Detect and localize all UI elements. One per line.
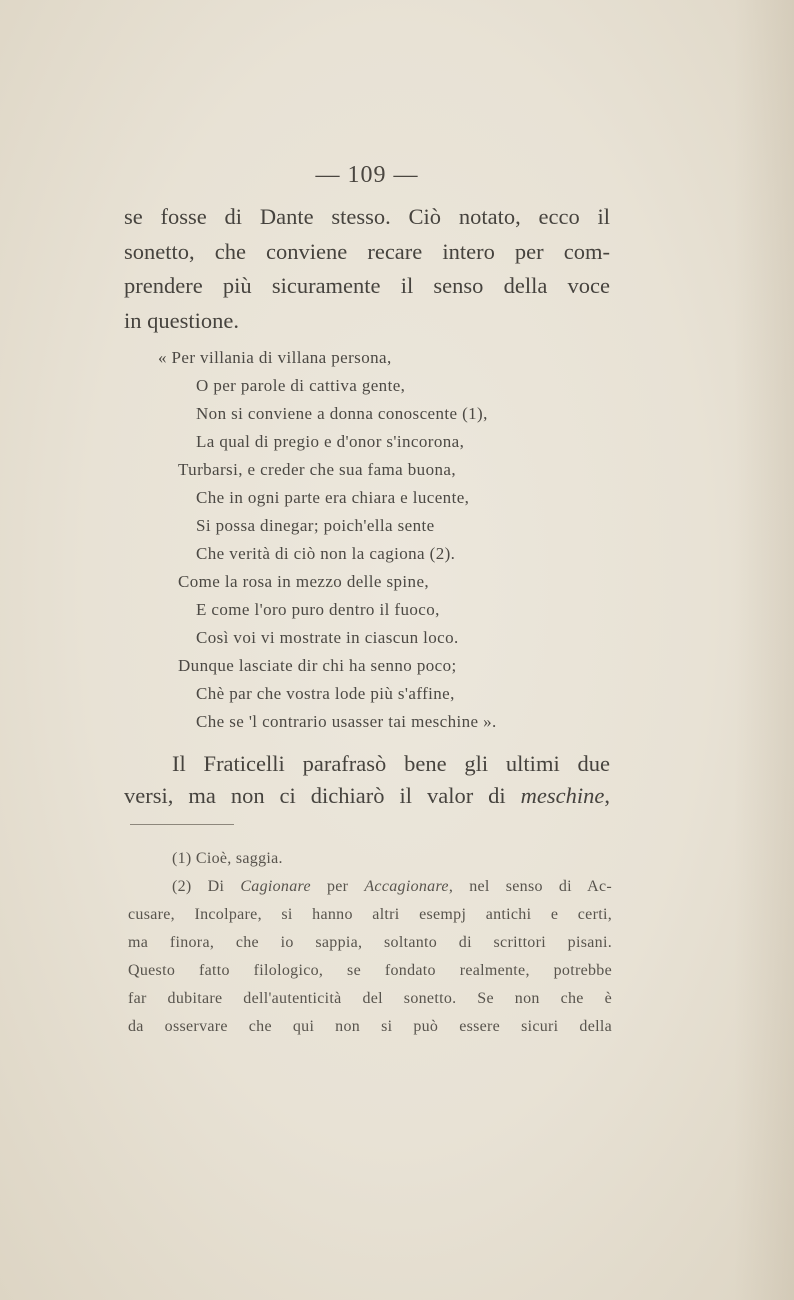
footnotes xyxy=(128,845,612,1041)
continuation-line: Il Fraticelli parafrasò bene gli ultimi due xyxy=(172,751,610,776)
sonnet-verse: Che se 'l contrario usasser tai meschine ». xyxy=(196,712,497,731)
sonnet-verse: Così voi vi mostrate in ciascun loco. xyxy=(196,628,459,647)
sonnet-verse: Chè par che vostra lode più s'affine, xyxy=(196,684,455,703)
footnote-text: , nel senso di Ac- xyxy=(448,878,612,895)
body-line: prendere più sicuramente il senso della voce xyxy=(124,273,610,298)
sonnet-verse: Che in ogni parte era chiara e lucente, xyxy=(196,488,470,507)
body-line: se fosse di Dante stesso. Ciò notato, ecco il xyxy=(124,204,610,229)
body-paragraph xyxy=(124,200,610,338)
body-line: in questione. xyxy=(124,307,239,333)
sonnet-verse: E come l'oro puro dentro il fuoco, xyxy=(196,600,440,619)
sonnet-verse: Si possa dinegar; poich'ella sente xyxy=(196,516,435,535)
italic-term: Accagionare xyxy=(364,878,449,895)
sonnet-verse: « Per villania di villana persona, xyxy=(158,348,392,367)
continuation-line xyxy=(124,780,610,812)
footnote-line: far dubitare dell'autenticità del sonetto. Se non che è xyxy=(128,990,612,1007)
footnote-separator xyxy=(130,824,234,825)
footnote-1: (1) Cioè, saggia. xyxy=(172,850,283,867)
italic-term: meschine xyxy=(520,783,605,808)
footnote-text: (2) Di xyxy=(172,878,241,895)
footnote-line: cusare, Incolpare, si hanno altri esempj antichi e certi, xyxy=(128,906,612,923)
sonnet-verse: Dunque lasciate dir chi ha senno poco; xyxy=(178,656,457,675)
page-number: — 109 — xyxy=(315,162,419,188)
sonnet-verse: Non si conviene a donna conoscente (1), xyxy=(196,404,488,423)
continuation-text: versi, ma non ci dichiarò il valor di xyxy=(124,783,521,808)
italic-term: Cagionare xyxy=(240,878,311,895)
footnote-line: Questo fatto filologico, se fondato realmente, potrebbe xyxy=(128,962,612,979)
sonnet-verse: La qual di pregio e d'onor s'incorona, xyxy=(196,432,465,451)
footnote-text: per xyxy=(310,878,365,895)
sonnet-verse: O per parole di cattiva gente, xyxy=(196,376,406,395)
page-edge-shadow xyxy=(734,0,794,1300)
sonnet-verse: Come la rosa in mezzo delle spine, xyxy=(178,572,430,591)
continuation-paragraph xyxy=(124,748,610,812)
body-line: sonetto, che conviene recare intero per com- xyxy=(124,238,610,264)
sonnet-verse: Turbarsi, e creder che sua fama buona, xyxy=(178,460,456,479)
continuation-punct: , xyxy=(604,783,610,808)
footnote-line: ma finora, che io sappia, soltanto di scrittori pisani. xyxy=(128,934,612,951)
footnote-2-first-line xyxy=(128,873,612,901)
sonnet-verse: Che verità di ciò non la cagiona (2). xyxy=(196,544,456,563)
footnote-line: da osservare che qui non si può essere sicuri della xyxy=(128,1018,612,1035)
